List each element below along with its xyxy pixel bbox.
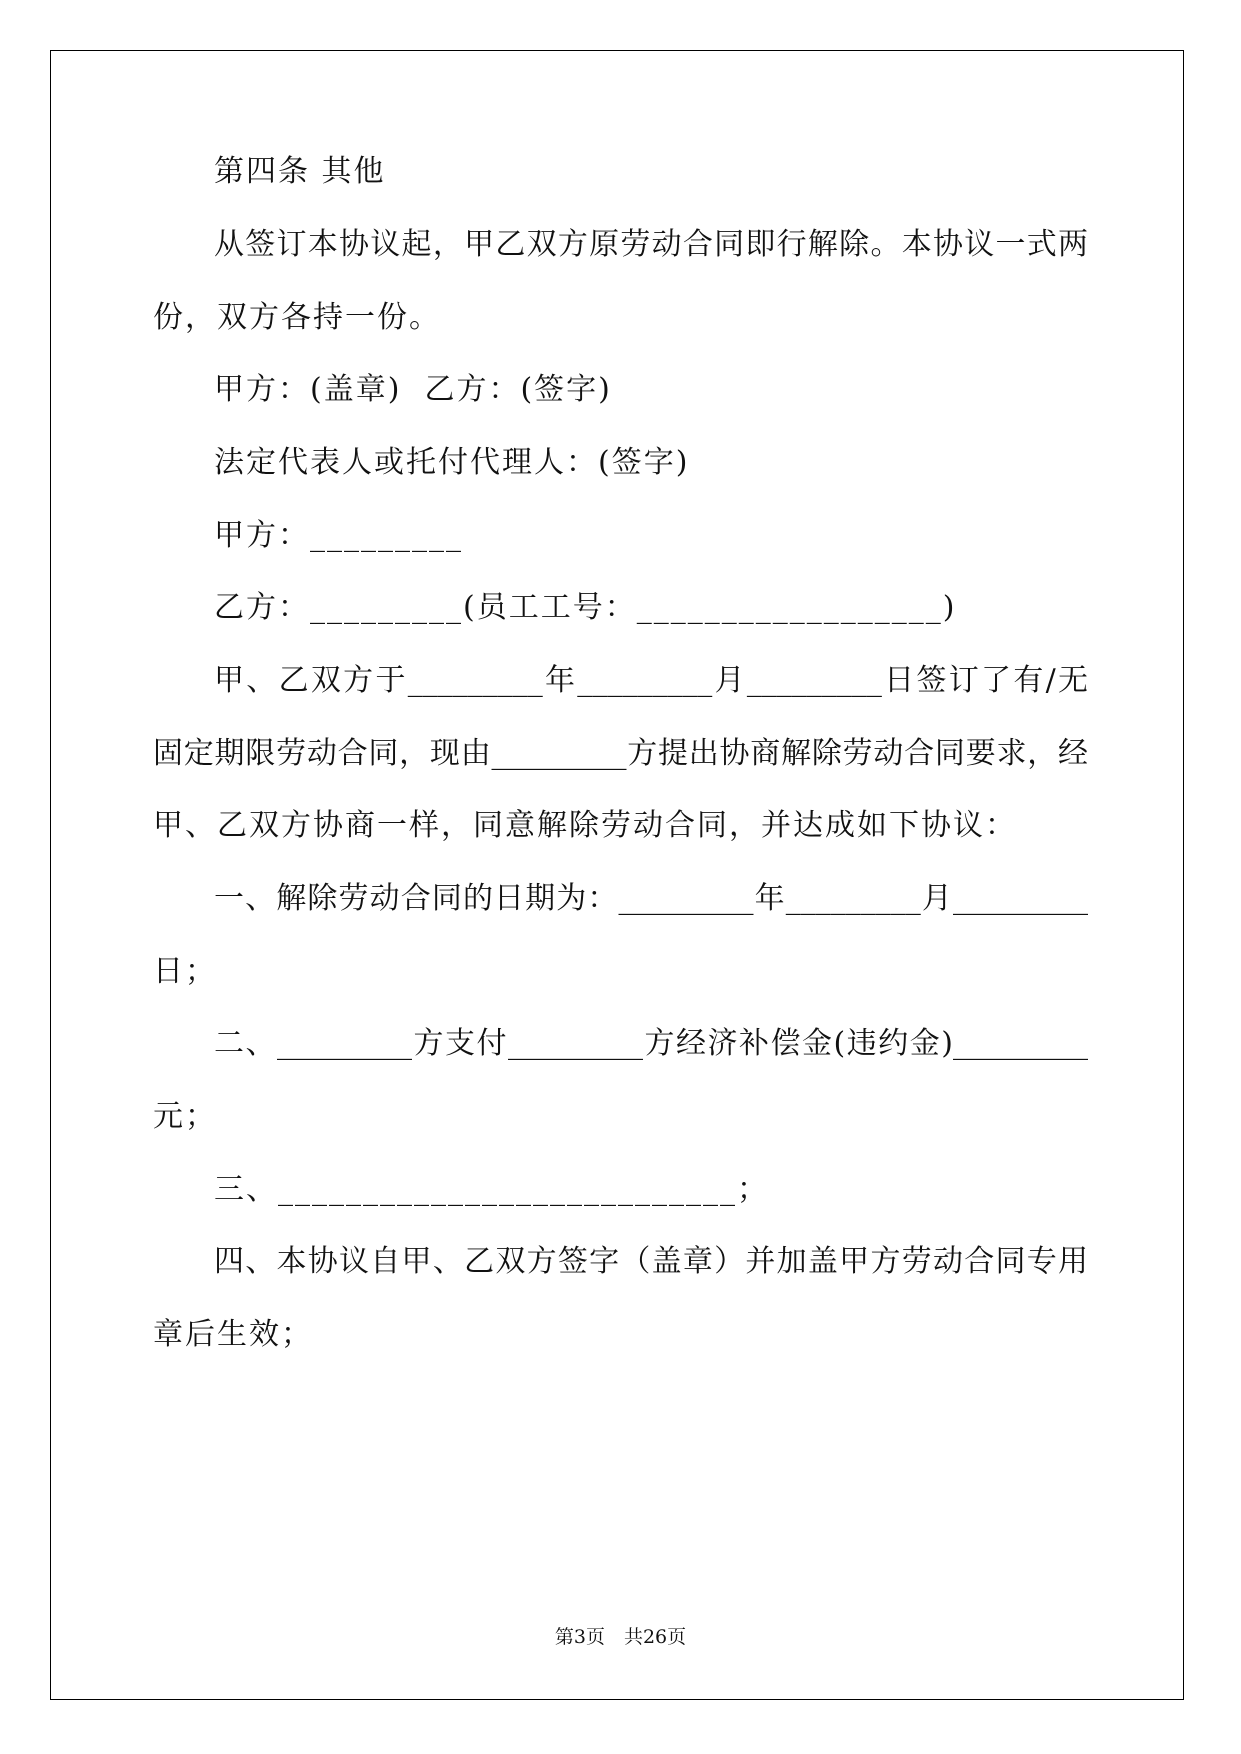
paragraph-line: 从签订本协议起，甲乙双方原劳动合同即行解除。本协议一式两	[214, 227, 1088, 262]
paragraph-line: 固定期限劳动合同，现由_________方提出协商解除劳动合同要求，经	[153, 736, 1088, 771]
paragraph-line: 份，双方各持一份。	[153, 300, 441, 335]
clause-line: 日；	[153, 954, 217, 989]
page-number: 第3页 共26页	[554, 1626, 687, 1648]
party-b-field: 乙方：_________(员工工号：__________________)	[214, 590, 957, 625]
clause-line: 元；	[153, 1099, 217, 1134]
paragraph-line: 甲、乙双方协商一样，同意解除劳动合同，并达成如下协议：	[153, 808, 1017, 843]
clause-line: 二、_________方支付_________方经济补偿金(违约金)_________	[214, 1026, 1088, 1061]
clause-line: 三、___________________________；	[214, 1172, 769, 1207]
clause-line: 四、本协议自甲、乙双方签字（盖章）并加盖甲方劳动合同专用	[214, 1244, 1088, 1279]
paragraph-line: 甲、乙双方于_________年_________月_________日签订了有/无	[214, 663, 1088, 698]
party-a-field: 甲方：_________	[214, 518, 463, 553]
clause-line: 章后生效；	[153, 1317, 313, 1352]
signature-line: 法定代表人或托付代理人：(签字)	[214, 445, 690, 480]
clause-line: 一、解除劳动合同的日期为：_________年_________月_________	[214, 881, 1088, 916]
signature-line: 甲方：(盖章) 乙方：(签字)	[214, 372, 612, 407]
article-heading: 第四条 其他	[214, 154, 386, 189]
